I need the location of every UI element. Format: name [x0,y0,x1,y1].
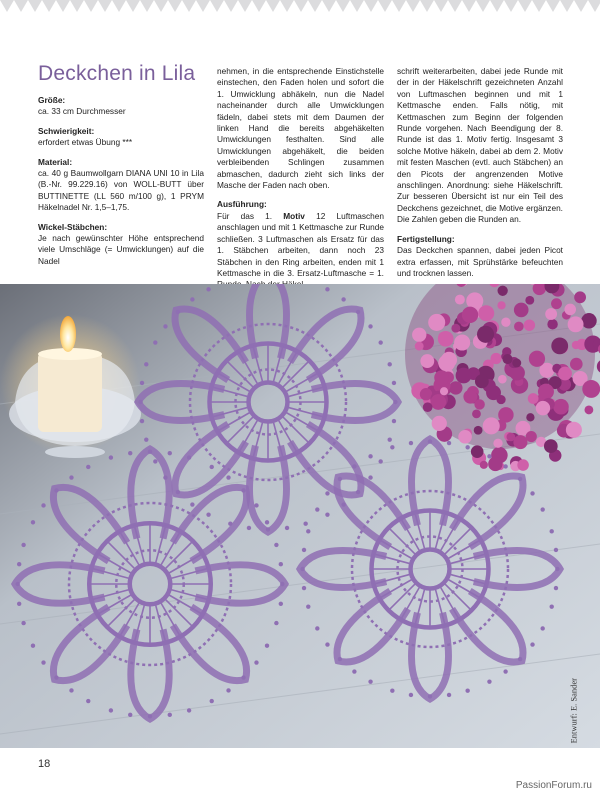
execution-text [217,211,384,291]
watermark: PassionForum.ru [515,780,592,791]
candle-flame [60,316,76,352]
doily-photo-illustration [0,284,600,748]
execution-motiv: Motiv [283,210,305,221]
text-column-2 [217,66,384,291]
page-number: 18 [38,758,51,770]
wickel-text-end: nehmen, in die entsprechende Einstichstelle einstechen, den Faden holen und sofort die 1. Umwicklung abhäkeln, nun die Nadel nacheinander durch alle Umwicklungen fädeln, dabei stets mit dem Daumen der linken Hand die bereits abgehäkelten Umwicklungen festhalten. Sind alle Umwicklungen abgehäkelt, die beiden verbleibenden Schlingen zusammen abmaschen, dadurch zieht sich links der Masche der Faden nach oben. [217,66,384,191]
material-heading: Material: [38,156,73,167]
difficulty-text: erfordert etwas Übung *** [38,137,133,148]
difficulty-heading: Schwierigkeit: [38,125,95,136]
execution-continued: schrift weiterarbeiten, dabei jede Runde mit der in der Häkelschrift gezeichneten Anzahl von Luftmaschen beginnen und mit 1 Kettmasche enden. Falls nötig, mit Kettmaschen zum Beginn der folgenden Runde vorgehen. Nach Beendigung der 8. Runde ist das 1. Motiv fertig. Insgesamt 3 solche Motive häkeln, dabei ab dem 2. Motiv mit festen Maschen (evtl. auch Stäbchen) an den Picots der angrenzenden Motive anschlingen. Anordnung: siehe Häkelschrift. Zur besseren Übersicht ist nur ein Teil des Deckchens gezeichnet, die Motive ergänzen. Die Zahlen geben die Runden an. [397,66,563,225]
doily-photo [0,284,600,748]
wickel-heading: Wickel-Stäbchen: [38,221,108,232]
material-text: ca. 40 g Baumwollgarn DIANA UNI 10 in Lila (B.-Nr. 99.229.16) von WOLL-BUTT über BUTTINETTE (LL 560 m/100 g), 1 PRYM Häkelnadel Nr. 1,5–1,75. [38,168,204,213]
size-text: ca. 33 cm Durchmesser [38,106,126,117]
decorative-top-band [0,0,600,28]
finish-text: Das Deckchen spannen, dabei jeden Picot extra erfassen, mit Sprühstärke befeuchten und trocknen lassen. [397,245,563,278]
size-heading: Größe: [38,95,66,105]
execution-body: 12 Luftmaschen anschlagen und mit 1 Kettmasche zur Runde schließen. 3 Luftmaschen als Ersatz für das 1. Stäbchen arbeiten, dann noch 23 Stäbchen in den Ring arbeiten, enden mit 1 Kettmasche in die 3. Ersatz-Luftmasche = 1. [217,210,384,278]
design-credit: Entwurf: E. Sander [568,678,578,744]
execution-heading: Ausführung: [217,199,267,210]
text-column-1 [38,62,204,267]
text-column-3 [397,66,563,279]
wickel-text-start: Je nach gewünschter Höhe entsprechend viele Umschläge (= Umwicklungen) auf die Nadel [38,233,204,266]
execution-pre: Für das 1. [217,210,284,221]
finish-heading: Fertigstellung: [397,233,455,244]
candle [38,352,102,432]
article-title: Deckchen in Lila [38,62,196,85]
